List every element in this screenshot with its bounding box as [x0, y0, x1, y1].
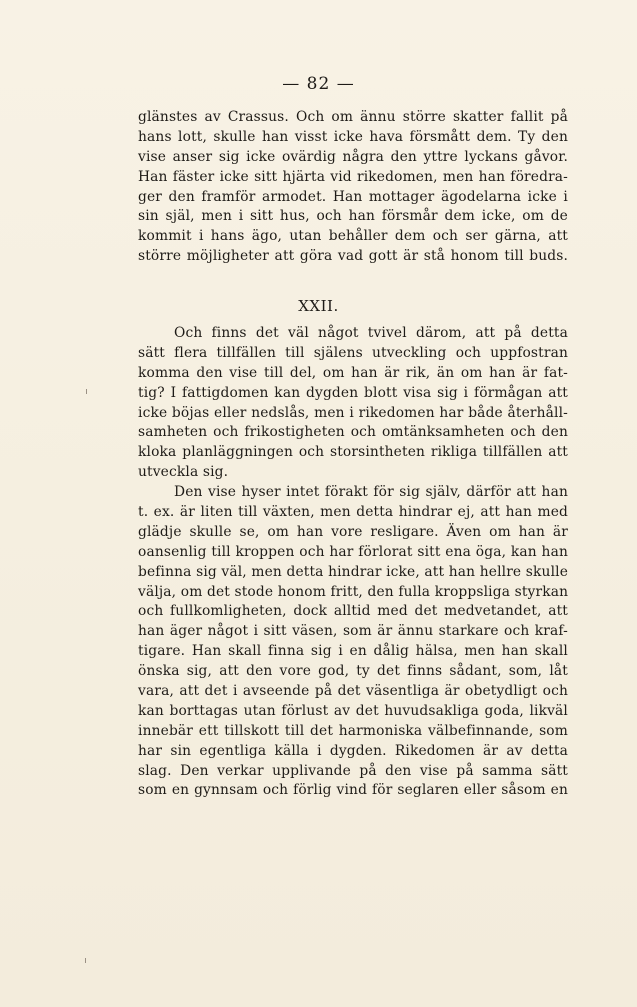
text-line: ger den framför armodet. Han mottager ägodelarna icke i: [138, 188, 568, 205]
text-line: kommit i hans ägo, utan behåller dem och ser gärna, att: [138, 228, 568, 245]
text-line: slag. Den verkar upplivande på den vise på samma sätt: [138, 762, 568, 779]
text-line: har sin egentliga källa i dygden. Rikedomen är av detta: [138, 742, 568, 759]
text-line: sätt flera tillfällen till själens utveckling och uppfostran: [138, 344, 568, 361]
text-line: och fullkomligheten, dock alltid med det medvetandet, att: [138, 603, 568, 620]
text-line: komma den vise till del, om han är rik, än om han är fat-: [138, 364, 568, 381]
margin-mark: [85, 958, 86, 963]
text-line: sin själ, men i sitt hus, och han försmår dem icke, om de: [138, 208, 568, 225]
text-line: större möjligheter att göra vad gott är stå honom till buds.: [138, 248, 568, 265]
margin-mark: [86, 389, 87, 394]
text-line: befinna sig väl, men detta hindrar icke, att han hellre skulle: [138, 563, 569, 580]
text-line: icke böjas eller nedslås, men i rikedomen har både återhåll-: [138, 404, 568, 421]
text-line: tig? I fattigdomen kan dygden blott visa sig i förmågan att: [138, 384, 568, 401]
page-number: — 82 —: [282, 74, 355, 94]
text-line: önska sig, att den vore god, ty det finns sådant, som, låt: [138, 663, 568, 680]
text-line: samheten och frikostigheten och omtänksamheten och den: [138, 424, 568, 441]
text-line: som en gynnsam och förlig vind för seglaren eller såsom en: [138, 782, 568, 799]
text-line: Han fäster icke sitt hjärta vid rikedomen, men han föredra-: [138, 168, 568, 185]
text-line: oansenlig till kroppen och har förlorat sitt ena öga, kan han: [138, 543, 568, 560]
text-line: tigare. Han skall finna sig i en dålig hälsa, men han skall: [138, 643, 568, 660]
paragraph-1: [138, 108, 568, 267]
text-line: Den vise hyser intet förakt för sig själv, därför att han: [174, 484, 568, 501]
text-line: utveckla sig.: [138, 464, 229, 481]
text-line: innebär ett tillskott till det harmoniska välbefinnande, som: [138, 722, 568, 739]
paragraph-2: [138, 324, 568, 801]
text-line: t. ex. är liten till växten, men detta hindrar ej, att han med: [138, 504, 568, 521]
text-line: glänstes av Crassus. Och om ännu större skatter fallit på: [138, 109, 568, 125]
text-line: välja, om det stode honom fritt, den fulla kroppsliga styrkan: [138, 583, 569, 600]
text-line: kan borttagas utan förlust av det huvudsakliga goda, likväl: [138, 702, 568, 719]
text-line: kloka planläggningen och storsintheten rikliga tillfällen att: [138, 444, 568, 461]
text-line: hans lott, skulle han visst icke hava försmått dem. Ty den: [138, 128, 568, 145]
text-line: vara, att det i avseende på det väsentliga är obetydligt och: [138, 683, 568, 700]
text-line: han äger något i sitt väsen, som är ännu starkare och kraf-: [138, 623, 568, 640]
section-heading: XXII.: [298, 297, 339, 315]
text-line: glädje skulle se, om han vore resligare. Även om han är: [138, 523, 568, 540]
text-line: vise anser sig icke ovärdig några den yttre lyckans gåvor.: [138, 148, 568, 165]
text-line: Och finns det väl något tvivel därom, att på detta: [174, 325, 568, 341]
